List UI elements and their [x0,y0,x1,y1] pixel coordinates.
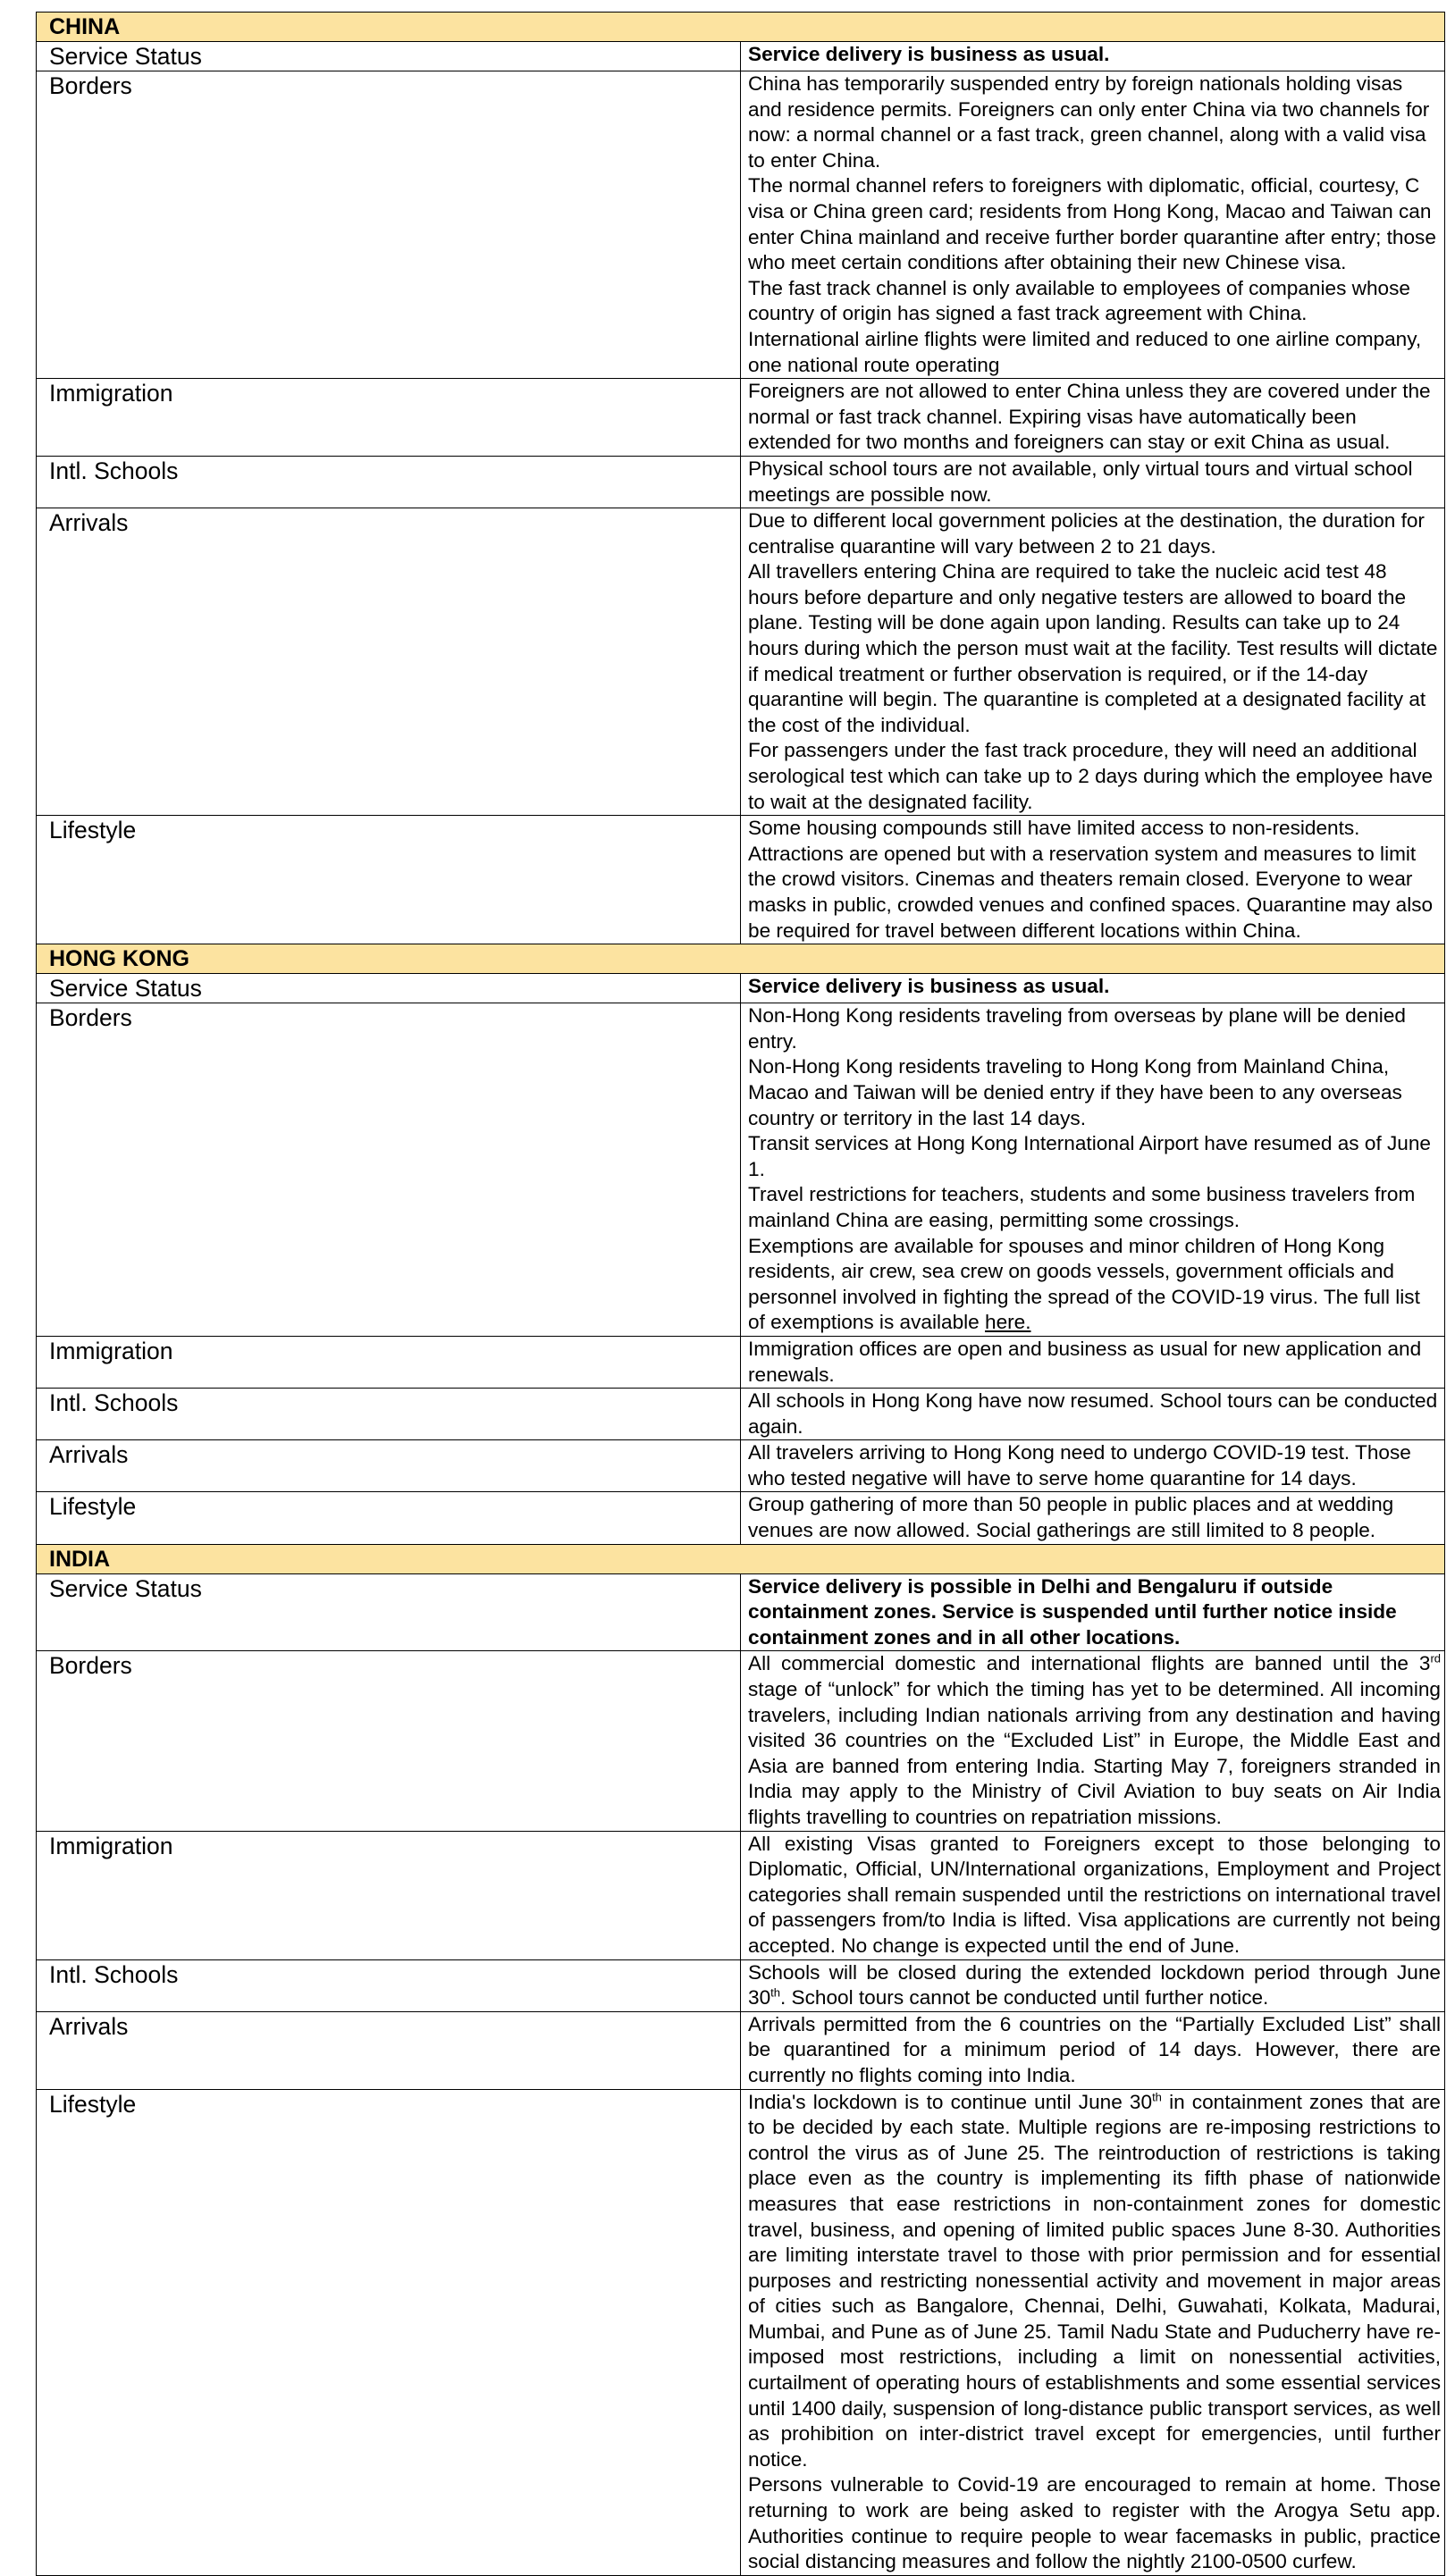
row-label: Service Status [37,974,741,1003]
arrivals-text: All travelers arriving to Hong Kong need to undergo COVID-19 test. Those who tested negative will have to serve home quarantine for 14 days. [741,1440,1445,1492]
row-label: Lifestyle [37,816,741,944]
row-label: Intl. Schools [37,1389,741,1440]
row-label: Arrivals [37,1440,741,1492]
table-row [37,1651,1445,1831]
paragraph: Due to different local government policies at the destination, the duration for centralise quarantine will vary between 2 to 21 days. [748,509,1425,558]
borders-text [741,1003,1445,1337]
row-label: Lifestyle [37,1492,741,1544]
table-row [37,1959,1445,2011]
superscript: rd [1430,1651,1441,1666]
paragraph: Transit services at Hong Kong International Airport have resumed as of June 1. [748,1132,1431,1180]
table-row [37,1336,1445,1388]
paragraph: International airline flights were limited and reduced to one airline company, one national route operating [748,327,1422,376]
table-row [37,974,1445,1003]
section-header-hong-kong [37,944,1445,974]
table-row [37,1831,1445,1959]
intl-schools-text [741,1959,1445,2011]
country-status-table [36,12,1445,2576]
superscript: th [770,1985,780,2000]
table-row [37,2011,1445,2089]
lifestyle-text: Group gathering of more than 50 people in public places and at wedding venues are now allowed. Social gatherings are still limited to 8 people. [741,1492,1445,1544]
exemptions-link[interactable]: here. [985,1311,1031,1334]
immigration-text: Immigration offices are open and business as usual for new application and renewals. [741,1336,1445,1388]
row-label: Arrivals [37,508,741,816]
table-row [37,1003,1445,1337]
table-row [37,71,1445,379]
row-label: Borders [37,71,741,379]
paragraph: The fast track channel is only available to employees of companies whose country of origin has signed a fast track agreement with China. [748,276,1410,325]
service-status-value: Service delivery is business as usual. [741,42,1445,71]
country-heading: INDIA [37,1544,1445,1573]
table-row [37,1389,1445,1440]
lifestyle-text [741,2089,1445,2575]
text-part: . School tours cannot be conducted until further notice. [779,1986,1269,2010]
row-label: Immigration [37,379,741,457]
paragraph [748,2090,1441,2473]
row-label: Immigration [37,1336,741,1388]
text-part: All commercial domestic and international flights are banned until the 3 [748,1652,1431,1675]
table-row [37,816,1445,944]
section-header-china [37,13,1445,42]
immigration-text: All existing Visas granted to Foreigners except to those belonging to Diplomatic, Official, UN/International organizations, Employment and Project categories shall remain suspended until the restrictions on international travel of passengers from/to India is lifted. Visa applications are currently not being accepted. No change is expected until the end of June. [741,1831,1445,1959]
section-header-india [37,1544,1445,1573]
paragraph [748,1234,1441,1336]
text-part: stage of “unlock” for which the timing has yet to be determined. All incoming travelers, including Indian nationals arriving from any destination and having visited 36 countries on the “Excluded List” in Europe, the Middle East and Asia are banned from entering India. Starting May 7, foreigners stranded in India may apply to the Ministry of Civil Aviation to buy seats on Air India flights travelling to countries on repatriation missions. [748,1678,1441,1828]
borders-text [741,71,1445,379]
table-row [37,456,1445,508]
superscript: th [1152,2090,1162,2103]
table-row [37,1492,1445,1544]
lifestyle-text: Some housing compounds still have limited access to non-residents. Attractions are opened but with a reservation system and measures to limit the crowd visitors. Cinemas and theaters remain closed. Everyone to wear masks in public, crowded venues and confined spaces. Quarantine may also be required for travel between different locations within China. [741,816,1445,944]
row-label: Borders [37,1651,741,1831]
intl-schools-text: All schools in Hong Kong have now resumed. School tours can be conducted again. [741,1389,1445,1440]
paragraph: The normal channel refers to foreigners with diplomatic, official, courtesy, C visa or China green card; residents from Hong Kong, Macao and Taiwan can enter China mainland and receive further border quarantine after entry; those who meet certain conditions after obtaining their new Chinese visa. [748,174,1436,274]
borders-text [741,1651,1445,1831]
row-label: Service Status [37,1573,741,1651]
paragraph: Travel restrictions for teachers, students and some business travelers from mainland China are easing, permitting some crossings. [748,1183,1416,1231]
travel-status-document [36,12,1445,2576]
table-row [37,1440,1445,1492]
table-row [37,1573,1445,1651]
row-label: Lifestyle [37,2089,741,2575]
paragraph: Persons vulnerable to Covid-19 are encouraged to remain at home. Those returning to work are being asked to register with the Arogya Setu app. Authorities continue to require people to wear facemasks in public, practice social distancing measures and follow the nightly 2100-0500 curfew. [748,2473,1441,2573]
table-row [37,2089,1445,2575]
service-status-value: Service delivery is business as usual. [741,974,1445,1003]
text-part: in containment zones that are to be decided by each state. Multiple regions are re-imposing restrictions to control the virus as of June 25. The reintroduction of restrictions is taking place even as the country is implementing its fifth phase of nationwide measures that ease restrictions in non-containment zones for domestic travel, business, and opening of limited public spaces June 8-30. Authorities are limiting interstate travel to those with prior permission and for essential purposes and restricting nonessential activity and movement in major areas of cities such as Bangalore, Chennai, Delhi, Guwahati, Kolkata, Madurai, Mumbai, and Pune as of June 25. Tamil Nadu State and Puducherry have re-imposed most restrictions, including a limit on nonessential activities, curtailment of operating hours of establishments and some essential services until 1400 daily, suspension of long-distance public transport services, as well as prohibition on inter-district travel except for emergencies, until further notice. [748,2090,1441,2471]
table-row [37,42,1445,71]
paragraph: All travellers entering China are required to take the nucleic acid test 48 hours before departure and only negative testers are allowed to board the plane. Testing will be done again upon landing. Results can take up to 24 hours during which the person must wait at the facility. Test results will dictate if medical treatment or further observation is required, or if the 14-day quarantine will begin. The quarantine is completed at a designated facility at the cost of the individual. [748,560,1438,736]
paragraph: China has temporarily suspended entry by foreign nationals holding visas and residence permits. Foreigners can only enter China via two channels for now: a normal channel or a fast track, green channel, along with a valid visa to enter China. [748,72,1430,172]
row-label: Immigration [37,1831,741,1959]
paragraph-text: Exemptions are available for spouses and minor children of Hong Kong residents, air crew, sea crew on goods vessels, government officials and personnel involved in fighting the spread of the COVID-19 virus. The full list of exemptions is available [748,1234,1420,1334]
row-label: Service Status [37,42,741,71]
row-label: Intl. Schools [37,456,741,508]
table-row [37,508,1445,816]
table-row [37,379,1445,457]
row-label: Intl. Schools [37,1959,741,2011]
paragraph: Non-Hong Kong residents traveling to Hong Kong from Mainland China, Macao and Taiwan will be denied entry if they have been to any overseas country or territory in the last 14 days. [748,1055,1402,1129]
arrivals-text [741,508,1445,816]
arrivals-text: Arrivals permitted from the 6 countries on the “Partially Excluded List” shall be quarantined for a minimum period of 14 days. However, there are currently no flights coming into India. [741,2011,1445,2089]
row-label: Borders [37,1003,741,1337]
service-status-value: Service delivery is possible in Delhi and Bengaluru if outside containment zones. Service is suspended until further notice inside containment zones and in all other locations. [741,1573,1445,1651]
immigration-text: Foreigners are not allowed to enter China unless they are covered under the normal or fast track channel. Expiring visas have automatically been extended for two months and foreigners can stay or exit China as usual. [741,379,1445,457]
text-part: India's lockdown is to continue until June 30 [748,2090,1153,2113]
country-heading: HONG KONG [37,944,1445,974]
paragraph: For passengers under the fast track procedure, they will need an additional serological test which can take up to 2 days during which the employee have to wait at the designated facility. [748,739,1434,813]
paragraph: Non-Hong Kong residents traveling from overseas by plane will be denied entry. [748,1004,1406,1053]
text-part: Schools will be closed during the extended lockdown period through June 30 [748,1960,1441,2010]
country-heading: CHINA [37,13,1445,42]
row-label: Arrivals [37,2011,741,2089]
intl-schools-text: Physical school tours are not available, only virtual tours and virtual school meetings are possible now. [741,456,1445,508]
